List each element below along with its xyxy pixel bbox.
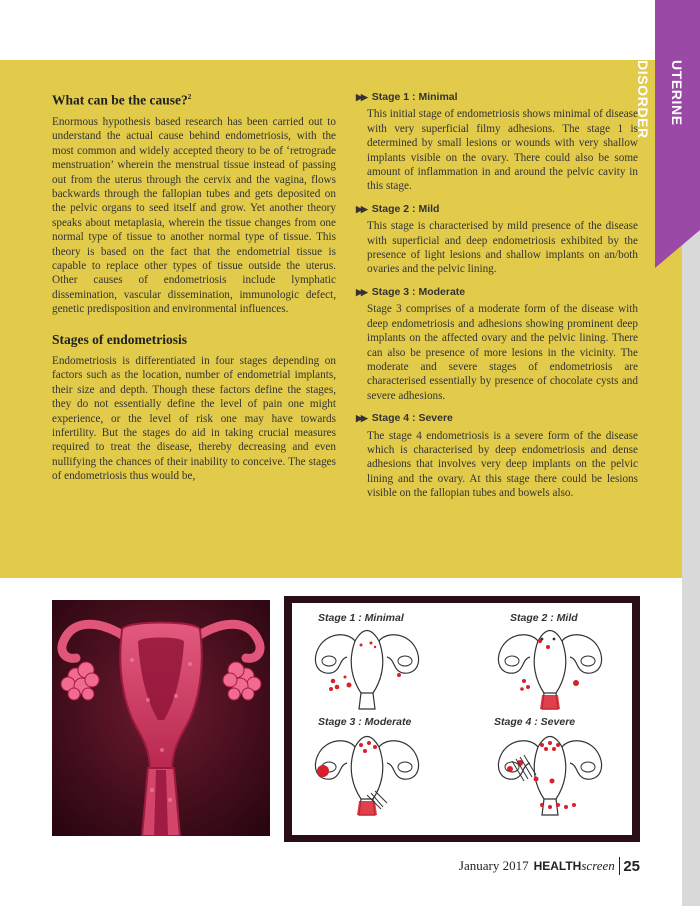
stage-1 <box>356 90 638 194</box>
cause-paragraph: Enormous hypothesis based research has been carried out to understand the actual cause behind endometriosis, with the most common and widely accepted theory to be of ‘retrograde menstruation’ wherein the menstrual tissue instead of passing out from the uterus through the cervix and the vagina, flows backwards through the fallopian tubes and gets deposited on the pelvic organs to seed itself and grow. Yet another theory speaks about metaplasia, wherein the tissue changes from one normal type of tissue to another normal type of tissue. This theory is based on the fact that the endometrial tissue is capable to replace other types of tissue outside the uterus. Other causes of endometriosis include lymphatic dissemination, vascular dissemination, immunologic defect, genetic predisposition and environmental influences. <box>52 115 336 316</box>
uterus-icon <box>52 600 270 836</box>
uterus-illustration <box>52 600 270 836</box>
double-arrow-icon: ▶▶ <box>356 203 366 214</box>
stage-3-body: Stage 3 comprises of a moderate form of the disease with deep endometriosis and adhesions showing prominent deep implants on the affected ovary and the pelvic lining. There can also be presence of more lesions in the vicinity. The moderate and severe stages of endometriosis are characterised essentially by presence of chocolate cysts and severe adhesions. <box>367 303 638 402</box>
section-label: UTERINE DISORDER <box>635 60 685 139</box>
double-arrow-icon: ▶▶ <box>356 92 366 102</box>
stage-3 <box>356 285 638 403</box>
stage-1-body: This initial stage of endometriosis shows minimal of disease with very superficial filmy adhesions. The stage 1 is determined by small lesions or wounds with very shallow implants visible on the ovary. There could also be some amount of inflammation in and around the pelvic cavity in this stage. <box>367 108 638 193</box>
diagram-label-stage-3: Stage 3 : Moderate <box>318 716 412 728</box>
stage-3-heading: ▶▶ Stage 3 : Moderate <box>356 285 466 298</box>
stage-2-drawing <box>498 631 601 710</box>
stage-4 <box>356 411 638 500</box>
pelvis-stage-drawings <box>292 603 632 835</box>
double-arrow-icon: ▶▶ <box>356 286 366 297</box>
diagram-label-stage-4: Stage 4 : Severe <box>494 716 576 728</box>
diagram-label-stage-2: Stage 2 : Mild <box>510 612 578 624</box>
stage-4-heading: ▶▶ Stage 4 : Severe <box>356 412 453 425</box>
stage-1-drawing <box>315 631 418 710</box>
section-tab-fold <box>655 230 700 268</box>
stages-heading: Stages of endometriosis <box>52 331 187 347</box>
stage-2-heading: ▶▶ Stage 2 : Mild <box>356 202 440 215</box>
stage-2-body: This stage is characterised by mild presence of the disease with superficial and deep endometriosis exhibited by the presence of light lesions and shallow implants on an/both ovaries and the pelvic lining. <box>367 220 638 276</box>
stages-diagram <box>284 596 640 842</box>
page-footer <box>459 857 640 875</box>
magazine-brand-bold: HEALTH <box>533 859 582 873</box>
left-column <box>52 90 336 484</box>
stage-4-drawing <box>498 737 601 816</box>
cause-heading: What can be the cause?$^2$ <box>52 92 192 108</box>
issue-date: January 2017 <box>458 858 529 873</box>
diagram-label-stage-1: Stage 1 : Minimal <box>318 612 404 624</box>
stage-4-body: The stage 4 endometriosis is a severe form of the disease which is characterised by deep endometriosis and dense adhesions that involves very deep implants on the pelvic lining and the ovary. At this stage there could be lesions visible on the fallopian tubes and bowels also. <box>367 429 638 500</box>
right-column <box>356 90 638 509</box>
stage-1-heading: ▶▶ Stage 1 : Minimal <box>356 91 458 103</box>
stage-3-drawing <box>315 737 418 816</box>
stage-2 <box>356 202 638 277</box>
magazine-brand-italic: screen <box>581 858 615 873</box>
stages-paragraph: Endometriosis is differentiated in four stages depending on factors such as the location, number of endometrial implants, their size and depth. Though these factors define the stages, they do not essentially define the level of pain one might experience, or the level of risk one may have towards infertility. But the stages do aid in taking crucial measures required to treat the disease, thereby decreasing and even nullifying the chances of their inability to conceive. The stages of endometriosis thus would be, <box>52 355 336 483</box>
page-number: 25 <box>623 857 640 875</box>
footer-divider <box>619 857 621 875</box>
double-arrow-icon: ▶▶ <box>356 413 366 424</box>
cause-footnote: 2 <box>187 93 192 101</box>
